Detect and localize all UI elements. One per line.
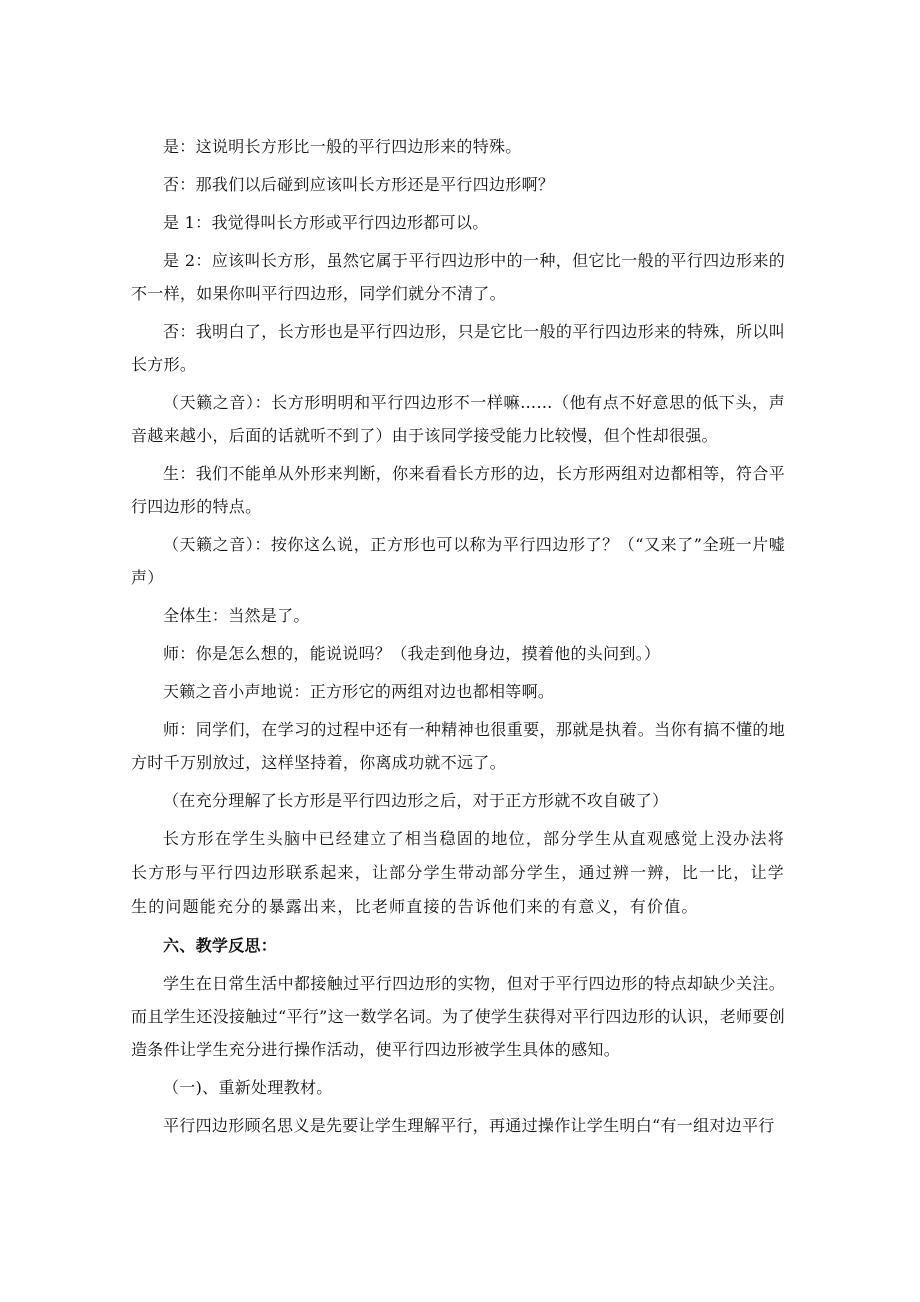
dialogue-paragraph: 全体生：当然是了。 [163, 606, 310, 625]
dialogue-paragraph: 师：你是怎么想的，能说说吗？（我走到他身边，摸着他的头问到。） [163, 644, 661, 663]
dialogue-paragraph: （天籁之音）：长方形明明和平行四边形不一样嘛……（他有点不好意思的低下头，声音越来越小，后面的话就听不到了）由于该同学接受能力比较慢，但个性却很强。 [131, 393, 785, 445]
section-heading: 六、教学反思： [163, 936, 278, 955]
document-body [131, 130, 785, 1142]
analysis-paragraph: 长方形在学生头脑中已经建立了相当稳固的地位，部分学生从直观感觉上没办法将长方形与平行四边形联系起来，让部分学生带动部分学生，通过辨一辨，比一比，让学生的问题能充分的暴露出来，比老师直接的告诉他们来的有意义，有价值。 [131, 829, 785, 916]
dialogue-paragraph: 生：我们不能单从外形来判断，你来看看长方形的边，长方形两组对边都相等，符合平行四边形的特点。 [131, 464, 785, 516]
dialogue-paragraph: （天籁之音）：按你这么说，正方形也可以称为平行四边形了？（“又来了”全班一片嘘声） [131, 535, 785, 587]
reflection-paragraph: 平行四边形顾名思义是先要让学生理解平行，再通过操作让学生明白“有一组对边平行 [163, 1116, 775, 1135]
subsection-heading: （一)、重新处理教材。 [163, 1078, 333, 1097]
dialogue-paragraph: 是：这说明长方形比一般的平行四边形来的特殊。 [163, 137, 522, 156]
dialogue-paragraph: 是 1：我觉得叫长方形或平行四边形都可以。 [163, 213, 489, 232]
reflection-paragraph: 学生在日常生活中都接触过平行四边形的实物，但对于平行四边形的特点却缺少关注。而且学生还没接触过“平行”这一数学名词。为了使学生获得对平行四边形的认识，老师要创造条件让学生充分进行操作活动，使平行四边形被学生具体的感知。 [131, 974, 785, 1059]
teaching-note: （在充分理解了长方形是平行四边形之后，对于正方形就不攻自破了） [163, 791, 669, 810]
dialogue-paragraph: 否：我明白了，长方形也是平行四边形，只是它比一般的平行四边形来的特殊，所以叫长方形。 [131, 322, 785, 374]
dialogue-paragraph: 师：同学们，在学习的过程中还有一种精神也很重要，那就是执着。当你有搞不懂的地方时千万别放过，这样坚持着，你离成功就不远了。 [131, 720, 785, 772]
dialogue-paragraph: 否：那我们以后碰到应该叫长方形还是平行四边形啊？ [163, 175, 555, 194]
dialogue-paragraph: 是 2：应该叫长方形，虽然它属于平行四边形中的一种，但它比一般的平行四边形来的不一样，如果你叫平行四边形，同学们就分不清了。 [131, 251, 785, 303]
dialogue-paragraph: 天籁之音小声地说：正方形它的两组对边也都相等啊。 [163, 682, 555, 701]
